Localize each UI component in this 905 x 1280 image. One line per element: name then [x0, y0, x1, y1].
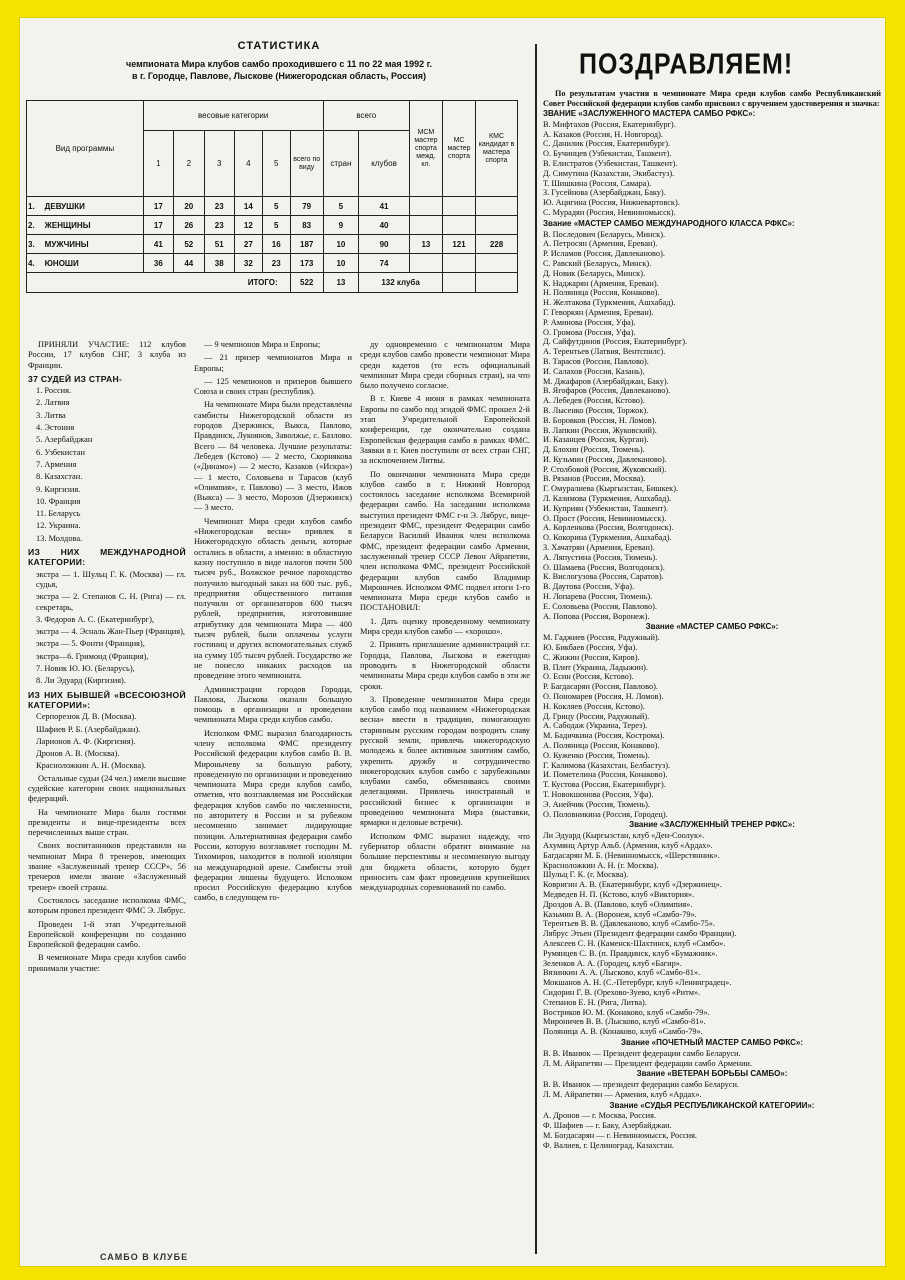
award-recipient: А. Корленкова (Россия, Волгодонск).	[543, 523, 674, 533]
award-recipient: З. Гусейнова (Азербайджан, Баку).	[543, 188, 666, 198]
article-subtitle-line-1: чемпионата Мира клубов самбо проходившего с 11 по 22 мая 1992 г.	[125, 59, 433, 69]
award-recipient: А. Поляница (Россия, Конаково).	[543, 741, 660, 750]
table-cell: 74	[359, 254, 410, 273]
list-item: экстра—6. Гримонд (Франция),	[36, 651, 149, 661]
table-cell: 9	[323, 216, 359, 235]
award-recipient: А. Терентьев (Латвия, Вентспилс).	[543, 347, 666, 357]
award-recipient: Д. Грицу (Россия, Радужный).	[543, 711, 650, 721]
award-recipient: Казьмин В. А. (Воронеж, клуб «Самбо-79».	[543, 909, 697, 919]
paragraph: Остальные судьи (24 чел.) имели высшие судейские категории своих национальных федераций.	[28, 773, 186, 804]
list-item: 7. Новик Ю. Ю. (Беларусь),	[36, 664, 135, 674]
paragraph: Исполком ФМС выразил благодарность члену исполкома ФМС президенту Российской федерации клубов самбо В. В. Миронычеву за большую работу, проведенную по организации и проведению чемпионата Мира среди клубов самбо, отметив, что возглавляемая им Российская федерация клубов самбо по численности, по авторитету в России и за рубежом несомненно занимает лидирующие позиции. Альтернативная федерация самбо России, которую возглавляет господин М. Тихомиров, находится в полной изоляции на международной арене. Самбисты этой федерации лишены будущего. Исполком просил Российскую федерацию клубов самбо, в следующем го-	[194, 728, 352, 903]
header-total-per-kind: всего по виду	[290, 131, 323, 197]
paragraph: — 21 призер чемпионатов Мира и Европы;	[194, 353, 352, 373]
award-recipient: В. Последович (Беларусь, Минск).	[543, 229, 666, 239]
congratulations-article	[543, 40, 881, 1260]
award-recipient: И. Пометелина (Россия, Конаково).	[543, 770, 668, 780]
award-recipient: Востриков Ю. М. (Конаково, клуб «Самбо-79».	[543, 1007, 710, 1017]
award-recipient: Л. М. Айрапетян — Президент федерации самбо Армении.	[543, 1058, 753, 1068]
award-recipient: Д. Новик (Беларусь, Минск).	[543, 268, 646, 278]
award-recipient: Ю. Бикбаев (Россия, Уфа).	[543, 643, 638, 653]
table-row	[27, 216, 518, 235]
table-cell	[442, 254, 475, 273]
award-title: Звание «ПОЧЕТНЫЙ МАСТЕР САМБО РФКС»:	[620, 1037, 804, 1047]
list-item: экстра — 5. Фонти (Франция),	[36, 639, 145, 649]
award-recipient: К. Вислогузова (Россия, Саратов).	[543, 572, 664, 582]
table-cell: 10	[323, 235, 359, 254]
award-recipient: Медведев Н. П. (Кстово, клуб «Виктория».	[543, 889, 695, 899]
paragraph: Администрации городов Городца, Павлова, Лыскова оказали большую помощь в организации и проведении чемпионата Мира среди клубов самбо.	[194, 684, 352, 725]
list-item: Красноложкин А. Н. (Москва).	[36, 761, 146, 771]
award-recipient: А. Попова (Россия, Воронеж).	[543, 611, 650, 621]
award-recipient: В. Лысенко (Россия, Торжок).	[543, 405, 649, 415]
award-recipient: О. Половникина (Россия, Городец).	[543, 809, 668, 819]
award-recipient: О. Шамаева (Россия, Волгодонск).	[543, 562, 665, 572]
total-per-kind: 522	[290, 273, 323, 293]
table-cell: 44	[174, 254, 204, 273]
list-item: 3. Литва	[36, 410, 66, 420]
table-cell: 17	[143, 216, 173, 235]
award-recipient: Н. Желтакова (Туркмения, Ашхабад).	[543, 298, 676, 308]
row-number: 2.	[28, 220, 35, 230]
table-cell-program	[27, 254, 144, 273]
header-kmc: КМС кандидат в мастера спорта	[476, 101, 518, 197]
table-cell: 90	[359, 235, 410, 254]
award-recipient: К. Наджарян (Армения, Ереван).	[543, 278, 659, 288]
statistics-rows	[27, 197, 518, 273]
next-article-heading: САМБО В КЛУБЕ	[100, 1252, 189, 1262]
table-cell: 13	[409, 235, 442, 254]
award-recipient: Н. Поляница (Россия, Конаково).	[543, 288, 660, 298]
award-recipient: В. Рязанов (Россия, Москва).	[543, 474, 646, 484]
paragraph: Чемпионат Мира среди клубов самбо «Нижегородская весна» привлек в Нижегородскую область деньги, которые остались в области, а именно: в областную казну поступило в виде налогов почти 500 тысяч руб., Волжское речное пароходство получило выгодный заказ на 600 тыс. руб., предприятия общественного питания получили от организаторов 600 тысяч рублей, предприятия, изготовившие атрибутику для чемпионата Мира — 400 тысяч рублей, были оплачены услуги гостиниц и других вспомогательных служб на сумму 105 тысяч рублей. Государство же не понесло никаких расходов на проведение этого чемпионата.	[194, 516, 352, 681]
award-recipient: М. Гаджиев (Россия, Радужный).	[543, 633, 660, 643]
paragraph: ПРИНЯЛИ УЧАСТИЕ: 112 клубов России, 17 клубов СНГ, 3 клуба из Франции.	[28, 340, 186, 370]
table-cell: 14	[234, 197, 262, 216]
award-recipient: Шульц Г. К. (г. Москва).	[543, 870, 629, 880]
table-cell: 41	[143, 235, 173, 254]
award-recipient: Г. Калимова (Казахстан, Белбастуз).	[543, 760, 671, 770]
statistics-article	[24, 40, 534, 1260]
congratulations-intro: По результатам участия в чемпионате Мира среди клубов самбо Республиканский Совет Российской федерации клубов самбо присвоил с вручением удостоверения и значка:	[543, 89, 881, 108]
article-column-2	[194, 340, 352, 1258]
table-row	[27, 197, 518, 216]
list-item: экстра — 2. Степанов С. Н. (Рига) — гл. секретарь,	[36, 592, 186, 612]
paragraph: На чемпионате Мира были гостями президенты и вице-президенты всех перечисленных выше стран.	[28, 807, 186, 838]
table-cell: 52	[174, 235, 204, 254]
award-recipient: С. Равский (Беларусь, Минск).	[543, 258, 652, 268]
table-cell: 17	[143, 197, 173, 216]
award-recipient: А. Дронов — г. Москва, Россия.	[543, 1111, 657, 1121]
award-title: Звание «МАСТЕР САМБО МЕЖДУНАРОДНОГО КЛАССА РФКС»:	[543, 218, 795, 228]
award-recipient: Г. Омуралиева (Кыргызстан, Бишкек).	[543, 484, 679, 494]
award-recipient: Ф. Валиев, г. Целиноград, Казахстан.	[543, 1140, 674, 1150]
list-item: 12. Украина.	[36, 521, 81, 531]
row-number: 4.	[28, 258, 35, 268]
header-mcmi: МСМ мастер спорта межд. кл.	[409, 101, 442, 197]
award-recipient: Мироничев В. В. (Лысково, клуб «Самбо-81».	[543, 1017, 706, 1027]
table-cell: 5	[262, 216, 290, 235]
award-title: Звание «ВЕТЕРАН БОРЬБЫ САМБО»:	[636, 1069, 788, 1079]
list-item: 2. Латвия	[36, 398, 70, 408]
table-cell	[476, 197, 518, 216]
paragraph: 3. Проведение чемпионатов Мира среди клубов самбо под названием «Нижегородская весна» ввести в традицию, помогающую старинным русским городам возродить славу русской земли, привлечь нижегородскую молодежь к более активным занятиям самбо, укрепить дружбу и сотрудничество нижегородских клубов самбо с зарубежными клубами самбо, обмениваясь своими делегациями. Привлечь иностранный и российский бизнес к организации и проведению чемпионата Мира (выставки, ярмарки и деловые встречи).	[360, 694, 530, 828]
award-recipient: Д. Сайфутдинов (Россия, Екатеринбург).	[543, 337, 688, 347]
award-recipient: В. В. Иванюк — Президент федерации самбо Беларуси.	[543, 1048, 741, 1058]
award-recipient: Красноложкин А. Н. (г. Москва).	[543, 860, 659, 870]
award-recipient: Т. Кустова (Россия, Екатеринбург).	[543, 780, 666, 790]
award-recipient: Р. Столбовой (Россия, Жуковский).	[543, 464, 667, 474]
table-cell: 40	[359, 216, 410, 235]
header-weight-categories: весовые категории	[143, 101, 323, 131]
article-column-1	[28, 340, 186, 1258]
list-item: 10. Франция	[36, 496, 81, 506]
award-recipient: М. Богдасарян — г. Невинномысск, Россия.	[543, 1131, 697, 1141]
table-row	[27, 254, 518, 273]
table-cell	[409, 254, 442, 273]
award-title: ЗВАНИЕ «ЗАСЛУЖЕННОГО МАСТЕРА САМБО РФКС»:	[543, 109, 756, 118]
table-row	[27, 235, 518, 254]
award-recipient: Зеленков А. А. (Городец, клуб «Багир».	[543, 958, 682, 968]
award-recipient: Т. Шишкина (Россия, Самара).	[543, 178, 652, 188]
row-program: ЮНОШИ	[44, 258, 79, 268]
award-recipient: А. Петросян (Армения, Ереван).	[543, 239, 658, 249]
header-weight-3: 3	[204, 131, 234, 197]
award-recipient: Н. Лопарева (Россия, Тюмень).	[543, 592, 653, 602]
article-columns	[24, 340, 534, 1260]
list-item: экстра — 1. Шульц Г. К. (Москва) — гл. судья,	[36, 569, 186, 589]
award-recipient: В. Боровков (Россия, Н. Ломов).	[543, 415, 657, 425]
paragraph: — 9 чемпионов Мира и Европы;	[204, 340, 321, 349]
table-cell: 26	[174, 216, 204, 235]
row-program: МУЖЧИНЫ	[44, 239, 89, 249]
table-cell: 5	[262, 197, 290, 216]
list-item: Серпорезюк Д. В. (Москва).	[36, 712, 137, 722]
award-recipient: О. Куженко (Россия, Тюмень).	[543, 750, 650, 760]
row-program: ЖЕНЩИНЫ	[44, 220, 91, 230]
paragraph: Исполком ФМС выразил надежду, что губернатор области обратит внимание на большие перспективы и несомненную выгоду для бюджета области, которую будет приносить сам факт проведения крупнейших международных соревнований по самбо.	[360, 831, 530, 893]
list-item: 5. Азербайджан	[36, 435, 93, 445]
award-recipient: В. Ягофаров (Россия, Давлеканово).	[543, 386, 671, 396]
award-recipient: Е. Соловьева (Россия, Павлово).	[543, 601, 657, 611]
list-item: 7. Армения	[36, 459, 77, 469]
table-cell: 228	[476, 235, 518, 254]
article-title: СТАТИСТИКА	[237, 40, 321, 52]
award-recipient: Лябрус Этьен (Президент федерации самбо Франции).	[543, 929, 737, 939]
header-clubs: клубов	[359, 131, 410, 197]
table-cell: 173	[290, 254, 323, 273]
table-cell: 27	[234, 235, 262, 254]
paragraph: ду одновременно с чемпионатом Мира среди клубов самбо провести чемпионат Мира среди кадетов (то есть официальный чемпионат Мира среди сборных стран), на что было получено согласие.	[360, 340, 530, 391]
paragraph: Своих воспитанников представили на чемпионат Мира 8 тренеров, имеющих звание «Заслуженный тренер СССР», 56 тренеров имели звание «Заслуженный тренер» своей страны.	[28, 841, 186, 892]
list-item: Дронов А. В. (Москва).	[36, 749, 120, 759]
table-cell: 10	[323, 254, 359, 273]
table-cell: 23	[262, 254, 290, 273]
list-item: 6. Узбекистан	[36, 447, 85, 457]
table-cell: 41	[359, 197, 410, 216]
award-recipient: Терентьев В. В. (Давлеканово, клуб «Самбо-75».	[543, 919, 715, 929]
award-recipient: А. Казаков (Россия, Н. Новгород).	[543, 129, 663, 139]
section-heading: 37 СУДЕЙ ИЗ СТРАН-	[28, 373, 123, 384]
award-recipient: С. Жижин (Россия, Киров).	[543, 652, 640, 662]
award-recipient: В. Лапкин (Россия, Жуковский).	[543, 425, 657, 435]
row-number: 3.	[28, 239, 35, 249]
list-item: экстра — 4. Эсналь Жан-Пьер (Франция),	[36, 627, 186, 637]
list-item: 8. Ли Эдуард (Киргизия).	[36, 676, 126, 686]
award-recipient: О. Пономарев (Россия, Н. Ломов).	[543, 692, 664, 702]
award-recipient: Л. М. Айрапетян — Армения, клуб «Ардах».	[543, 1089, 702, 1099]
award-recipient: О. Есин (Россия, Кстово).	[543, 672, 634, 682]
table-cell: 79	[290, 197, 323, 216]
award-recipient: О. Кокорина (Туркмения, Ашхабад).	[543, 533, 672, 543]
header-weight-1: 1	[143, 131, 173, 197]
table-cell: 16	[262, 235, 290, 254]
award-recipient: Дроздов А. В. (Павлово, клуб «Олимпия».	[543, 899, 693, 909]
award-recipient: И. Казанцев (Россия, Курган).	[543, 435, 649, 445]
table-cell: 5	[323, 197, 359, 216]
award-recipient: О. Прост (Россия, Невинномысск).	[543, 513, 667, 523]
award-recipient: Багдасарян М. Б. (Невинномысск, «Шерстянник».	[543, 850, 720, 860]
award-title: Звание «МАСТЕР САМБО РФКС»:	[645, 622, 779, 632]
award-recipient: Мокшанов А. Н. (С.-Петербург, клуб «Ленинградец».	[543, 978, 732, 988]
award-recipient: В. Мифтахов (Россия, Екатеринбург).	[543, 119, 676, 129]
row-number: 1.	[28, 201, 35, 211]
header-countries: стран	[323, 131, 359, 197]
header-total: всего	[323, 101, 409, 131]
table-cell-program	[27, 216, 144, 235]
award-recipient: Л. Казимова (Туркмения, Ашхабад).	[543, 494, 672, 504]
table-cell	[476, 254, 518, 273]
award-recipient: Поляница А. В. (Конаково, клуб «Самбо-79».	[543, 1027, 703, 1037]
table-cell: 36	[143, 254, 173, 273]
award-recipient: Г. Геворкян (Армения, Ереван).	[543, 307, 654, 317]
award-recipient: Румянцев С. В. (п. Правдинск, клуб «Бумажник».	[543, 948, 718, 958]
award-recipient: В. Елистратов (Узбекистан, Ташкент).	[543, 158, 678, 168]
newspaper-page	[20, 18, 885, 1266]
list-item: Ларионов А. Ф. (Киргизия).	[36, 736, 136, 746]
paragraph: — 125 чемпионов и призеров бывшего Союза и своих стран (республик).	[194, 376, 352, 397]
award-sections	[543, 109, 881, 1151]
section-heading: ИЗ НИХ БЫВШЕЙ «ВСЕСОЮЗНОЙ КАТЕГОРИИ»:	[28, 689, 186, 710]
table-cell: 83	[290, 216, 323, 235]
column-divider	[535, 44, 537, 1254]
award-recipient: И. Куприян (Узбекистан, Ташкент).	[543, 503, 669, 513]
paragraph: По окончании чемпионата Мира среди клубов самбо в г. Нижний Новгород состоялось заседание исполкома Всемирной федерации самбо. На заседании исполкома выступил президент ФМС г-н Э. Лябрус, вице-президент ФМС, президент Федерации самбо Беларуси Василий Иванюк член исполкома ФМС, президент федерации самбо Армении, заслуженный тренер СССР Левон Айрапетян, член исполкома ФМС, президент Российской федерации клубов самбо Владимир Мироничев. Исполком ФМС подвел итоги 1-го чемпионата Мира среди клубов самбо и ПОСТАНОВИЛ:	[360, 469, 530, 613]
header-weight-4: 4	[234, 131, 262, 197]
total-row	[27, 273, 518, 293]
table-cell-program	[27, 235, 144, 254]
statistics-table	[26, 100, 518, 293]
article-subtitle-line-2: в г. Городце, Павлове, Лыскове (Нижегородская область, Россия)	[132, 71, 426, 81]
paragraph: Состоялось заседание исполкома ФМС, которым провел президент ФМС Э. Лябрус.	[28, 895, 186, 916]
award-recipient: З. Хачатрян (Армения, Ереван).	[543, 543, 655, 553]
list-item: 8. Казахстан.	[36, 472, 83, 482]
award-recipient: Ф. Шафиев — г. Баку, Азербайджан.	[543, 1121, 672, 1131]
award-recipient: Д. Симутина (Казахстан, Экибастуз).	[543, 168, 675, 178]
total-clubs: 132 клуба	[359, 273, 443, 293]
award-recipient: Р. Багдасарян (Россия, Павлово).	[543, 682, 658, 692]
table-cell	[409, 197, 442, 216]
table-cell: 20	[174, 197, 204, 216]
award-recipient: Р. Исламов (Россия, Давлеканово).	[543, 249, 665, 259]
award-title: Звание «СУДЬЯ РЕСПУБЛИКАНСКОЙ КАТЕГОРИИ»:	[609, 1100, 815, 1110]
paragraph: 1. Дать оценку проведенному чемпионату Мира среди клубов самбо — «хорошо».	[360, 616, 530, 637]
total-label: ИТОГО:	[27, 273, 291, 293]
award-recipient: Ю. Ацигина (Россия, Нижневартовск).	[543, 198, 680, 208]
award-recipient: В. Даутова (Россия, Уфа).	[543, 582, 635, 592]
list-item: 11. Беларусь	[36, 509, 81, 519]
table-cell: 12	[234, 216, 262, 235]
section-heading: ИЗ НИХ МЕЖДУНАРОДНОЙ КАТЕГОРИИ:	[28, 547, 186, 568]
table-cell	[476, 216, 518, 235]
table-cell	[442, 197, 475, 216]
paragraph: На чемпионате Мира были представлены самбисты Нижегородской области из городов Дзержинск, Выкса, Павлово, Правдинск, Лукоянов, Заволжье, с. Базлово. Всего — 84 человека. Лучшие результаты: Лебедев (Кстово) — 2 место, Скорнякова («Динамо») — 2 место, Казаков («Искра») — 1 место, Соловьева и Тарасов (клуб «Олимпия», г. Павлово) — 3 место, Ижов (Выкса) — 3 место, Морозов (Дзержинск) — 3 место.	[194, 400, 352, 513]
award-recipient: С. Мурадян (Россия, Невинномысск).	[543, 207, 676, 217]
header-weight-2: 2	[174, 131, 204, 197]
table-cell: 38	[204, 254, 234, 273]
list-item: 3. Федоров А. С. (Екатеринбург),	[36, 614, 154, 624]
award-recipient: Ахумянц Артур Альб. (Армения, клуб «Ардах».	[543, 840, 713, 850]
award-recipient: Алексеев С. Н. (Каменск-Шахтинск, клуб «Самбо».	[543, 938, 726, 948]
congratulations-heading: ПОЗДРАВЛЯЕМ!	[579, 48, 794, 81]
award-recipient: О. Бучинцев (Узбекистан, Ташкент).	[543, 149, 672, 159]
award-recipient: Ли Эдуард (Кыргызстан, клуб «Ден-Соолук».	[543, 831, 705, 841]
table-cell	[409, 216, 442, 235]
award-recipient: Р. Аминова (Россия, Уфа).	[543, 317, 636, 327]
award-recipient: Д. Блохин (Россия, Тюмень).	[543, 445, 645, 455]
header-program: Вид программы	[27, 101, 144, 197]
award-recipient: В. В. Иванюк — президент федерации самбо Беларуси.	[543, 1080, 739, 1090]
paragraph: Проведен 1-й этап Учредительной Европейской конференции по созданию Европейской федерации самбо.	[28, 919, 186, 950]
award-recipient: О. Громова (Россия, Уфа).	[543, 327, 636, 337]
table-cell: 51	[204, 235, 234, 254]
award-recipient: Э. Анейчик (Россия, Тюмень).	[543, 799, 650, 809]
award-recipient: В. Тарасов (Россия, Павлово).	[543, 356, 649, 366]
table-cell: 187	[290, 235, 323, 254]
award-recipient: Т. Новокшонова (Россия, Уфа).	[543, 789, 654, 799]
award-recipient: Сидорин Г. В. (Орехово-Зуево, клуб «Ритм».	[543, 987, 701, 997]
table-cell: 23	[204, 197, 234, 216]
paragraph: В г. Киеве 4 июня в рамках чемпионата Европы по самбо под эгидой ФМС прошел 2-й этап Учредительной Европейской конференции, где окончательно создана Европейская федерация самбо в рамках ФМС. Заявки в г. Киев поступили от всех стран СНГ, за исключением Литвы.	[360, 394, 530, 466]
award-recipient: М. Джафаров (Азербайджан, Баку).	[543, 376, 669, 386]
article-column-3	[360, 340, 530, 1258]
award-recipient: Вязинкин А. А. (Лысково, клуб «Самбо-81».	[543, 968, 701, 978]
award-recipient: Ковригин А. В. (Екатеринбург, клуб «Дзержинец».	[543, 880, 722, 890]
award-recipient: А. Сабодаж (Украина, Терез).	[543, 721, 648, 731]
paragraph: В чемпионате Мира среди клубов самбо принимали участие:	[28, 953, 186, 973]
award-recipient: Степанов Е. Н. (Рига, Литва).	[543, 997, 647, 1007]
award-recipient: В. Плит (Украина, Ладыжин).	[543, 662, 648, 672]
award-title: Звание «ЗАСЛУЖЕННЫЙ ТРЕНЕР РФКС»:	[629, 820, 795, 830]
list-item: 4. Эстония	[36, 423, 75, 433]
header-mc: МС мастер спорта	[442, 101, 475, 197]
award-recipient: И. Кузьмин (Россия, Давлеканово).	[543, 454, 667, 464]
award-recipient: А. Ляпустина (Россия, Тюмень).	[543, 552, 658, 562]
list-item: 13. Молдова.	[36, 533, 83, 543]
award-recipient: С. Данилик (Россия, Екатеринбург).	[543, 139, 671, 149]
table-cell: 23	[204, 216, 234, 235]
row-program: ДЕВУШКИ	[44, 201, 85, 211]
table-cell	[442, 216, 475, 235]
header-weight-5: 5	[262, 131, 290, 197]
paragraph: 2. Принять приглашение администраций г.г. Городца, Павлова, Лыскова и ежегодно проводить в Нижегородской области чемпионаты Мира среди клубов самбо в эти же сроки.	[360, 640, 530, 691]
table-cell: 32	[234, 254, 262, 273]
award-recipient: Н. Кокляев (Россия, Кстово).	[543, 701, 645, 711]
list-item: 9. Киргизия.	[36, 484, 81, 494]
total-countries: 13	[323, 273, 359, 293]
table-cell-program	[27, 197, 144, 216]
list-item: Шафиев Р. Б. (Азербайджан).	[36, 724, 141, 734]
table-cell: 121	[442, 235, 475, 254]
award-recipient: М. Бадичкина (Россия, Кострома).	[543, 731, 665, 741]
award-recipient: И. Салахов (Россия, Казань).	[543, 366, 645, 376]
award-recipient: А. Лебедев (Россия, Кстово).	[543, 396, 645, 406]
list-item: 1. Россия.	[36, 386, 72, 396]
